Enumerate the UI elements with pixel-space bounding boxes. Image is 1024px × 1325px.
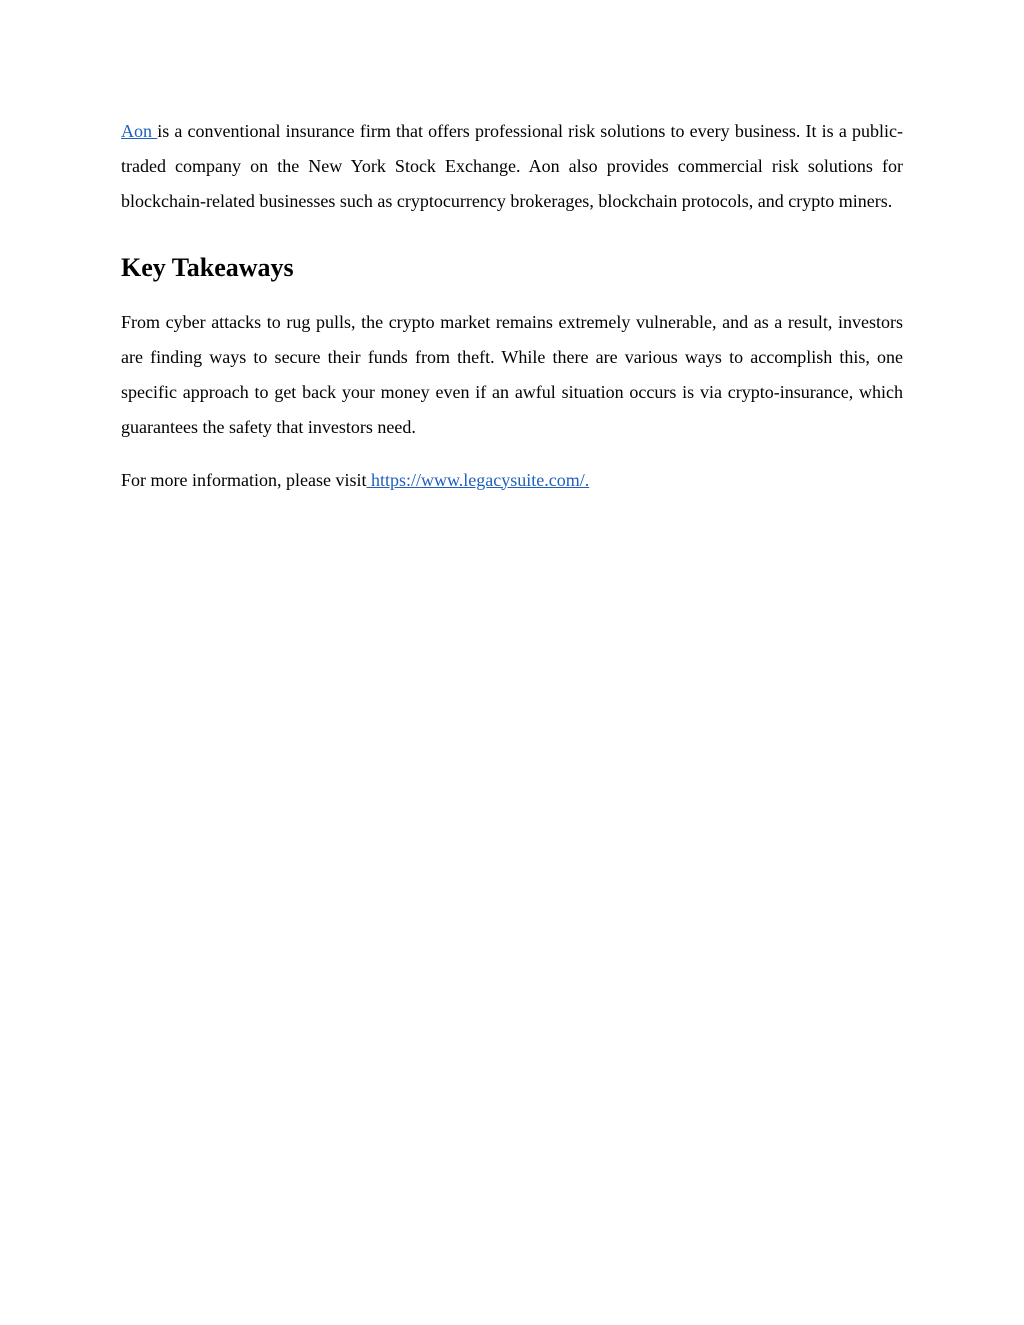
more-info-text: For more information, please visit xyxy=(121,469,367,490)
intro-paragraph xyxy=(121,114,903,218)
aon-link[interactable]: Aon xyxy=(121,121,158,141)
legacysuite-link[interactable]: https://www.legacysuite.com/. xyxy=(366,469,590,490)
more-info-paragraph xyxy=(121,463,903,498)
key-takeaways-paragraph: From cyber attacks to rug pulls, the crypto market remains extremely vulnerable, and as a result, investors are finding ways to secure their funds from theft. While there are various ways to accomplish this, one specific approach to get back your money even if an awful situation occurs is via crypto-insurance, which guarantees the safety that investors need. xyxy=(121,312,903,437)
document-body xyxy=(121,114,903,497)
intro-text: is a conventional insurance firm that offers professional risk solutions to every business. It is a public-traded company on the New York Stock Exchange. Aon also provides commercial risk solutions for blockchain-related businesses such as cryptocurrency brokerages, blockchain protocols, and crypto miners. xyxy=(121,121,904,211)
key-takeaways-heading: Key Takeaways xyxy=(121,253,294,283)
